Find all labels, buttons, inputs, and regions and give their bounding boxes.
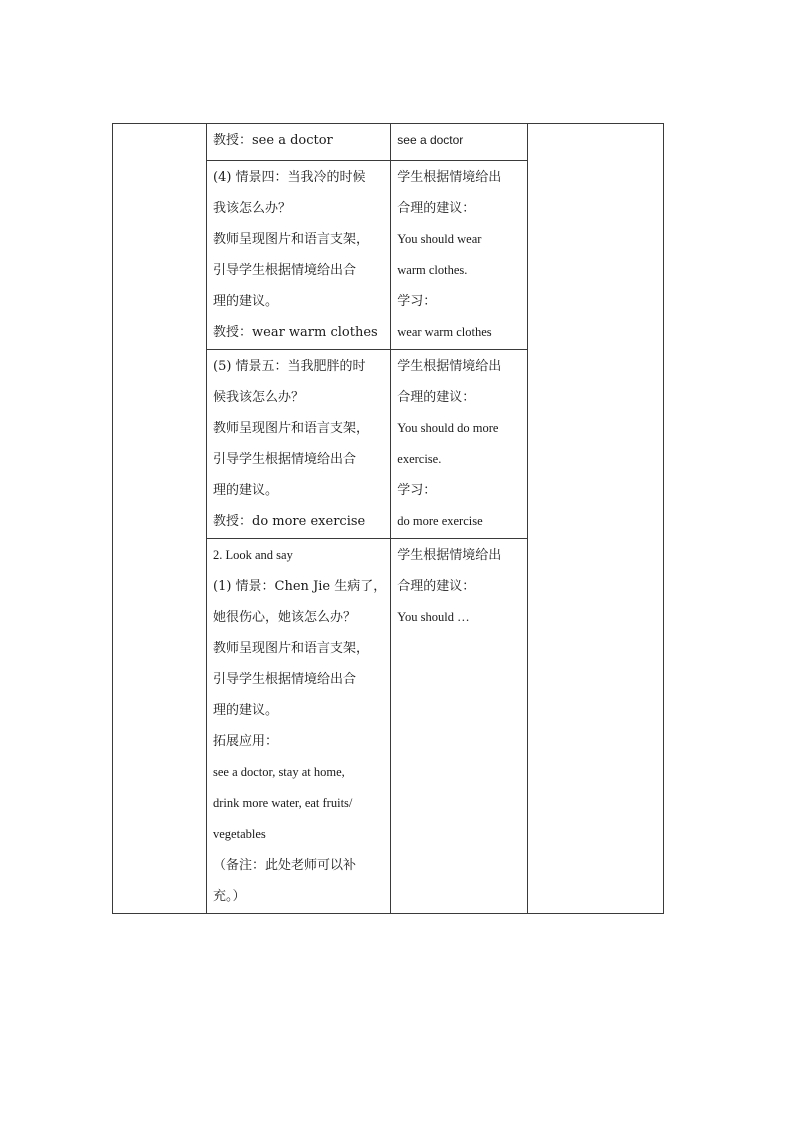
text-line: 学生根据情境给出 — [397, 548, 502, 563]
text-line: You should wear — [397, 232, 482, 246]
text-line: drink more water, eat fruits/ — [213, 796, 353, 810]
text-line: (4) 情景四：当我冷的时候 — [213, 170, 366, 185]
text-line: 候我该怎么办？ — [213, 390, 305, 405]
text-line: You should do more — [397, 421, 499, 435]
text-line: 引导学生根据情境给出合 — [213, 672, 357, 687]
student-activity-cell — [391, 350, 528, 539]
text-line: exercise. — [397, 452, 442, 466]
text-line: 理的建议。 — [213, 294, 279, 309]
text-line: （备注：此处老师可以补 — [213, 858, 357, 873]
text-line: 学习： — [397, 294, 437, 309]
text-line: 合理的建议： — [397, 201, 476, 216]
text-line: 我该怎么办？ — [213, 201, 292, 216]
stage-column-cell — [113, 124, 207, 914]
text-line: 合理的建议： — [397, 579, 476, 594]
text-line: 2. Look and say — [213, 548, 293, 562]
text-line: 理的建议。 — [213, 703, 279, 718]
text-line: 教授：wear warm clothes — [213, 325, 378, 340]
teacher-activity-cell — [207, 539, 391, 914]
notes-column-cell — [528, 124, 664, 914]
student-activity-cell — [391, 124, 528, 161]
text-line: 教授：see a doctor — [213, 133, 333, 148]
lesson-plan-table — [112, 123, 664, 914]
text-line: 拓展应用： — [213, 734, 279, 749]
student-activity-cell — [391, 161, 528, 350]
teacher-activity-cell — [207, 124, 391, 161]
text-line: 她很伤心，她该怎么办？ — [213, 610, 357, 625]
text-line: 合理的建议： — [397, 390, 476, 405]
text-line: wear warm clothes — [397, 325, 492, 339]
text-line: 教师呈现图片和语言支架， — [213, 641, 370, 656]
text-line: 引导学生根据情境给出合 — [213, 452, 357, 467]
text-line: vegetables — [213, 827, 266, 841]
text-line: warm clothes. — [397, 263, 468, 277]
text-line: 教师呈现图片和语言支架， — [213, 421, 370, 436]
text-line: 充。） — [213, 889, 246, 904]
teacher-activity-cell — [207, 350, 391, 539]
text-line: see a doctor — [397, 133, 464, 147]
text-line: 学生根据情境给出 — [397, 359, 502, 374]
teacher-activity-cell — [207, 161, 391, 350]
text-line: 引导学生根据情境给出合 — [213, 263, 357, 278]
text-line: see a doctor, stay at home, — [213, 765, 345, 779]
student-activity-cell — [391, 539, 528, 914]
text-line: 理的建议。 — [213, 483, 279, 498]
text-line: 学生根据情境给出 — [397, 170, 502, 185]
text-line: 教授：do more exercise — [213, 514, 366, 529]
text-line: (5) 情景五：当我肥胖的时 — [213, 359, 366, 374]
text-line: 学习： — [397, 483, 437, 498]
text-line: 教师呈现图片和语言支架， — [213, 232, 370, 247]
table-row — [113, 124, 664, 161]
text-line: You should … — [397, 610, 470, 624]
text-line: (1) 情景：Chen Jie 生病了， — [213, 579, 387, 594]
text-line: do more exercise — [397, 514, 483, 528]
